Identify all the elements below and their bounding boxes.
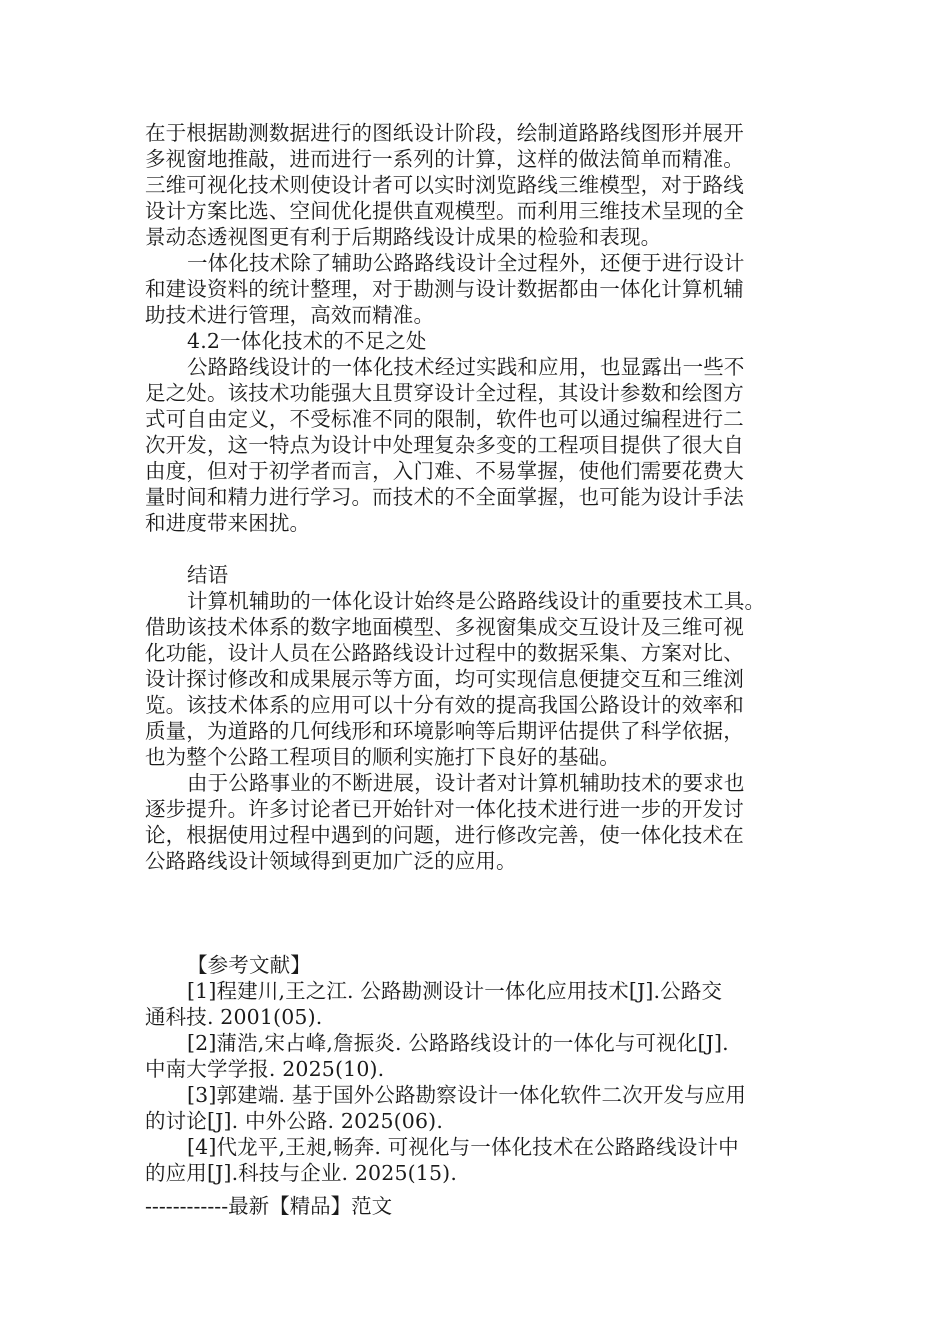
text-line: [3]郭建端. 基于国外公路勘察设计一体化软件二次开发与应用 — [187, 1083, 747, 1107]
text-line: 多视窗地推敲，进而进行一系列的计算，这样的做法简单而精准。 — [145, 147, 744, 171]
paragraph-3d-visualization — [145, 120, 810, 250]
text-line: 论，根据使用过程中遇到的问题，进行修改完善，使一体化技术在 — [145, 823, 744, 847]
text-line: 三维可视化技术则使设计者可以实时浏览路线三维模型，对于路线 — [145, 173, 744, 197]
text-line: 设计方案比选、空间优化提供直观模型。而利用三维技术呈现的全 — [145, 199, 744, 223]
text-line: [1]程建川,王之江. 公路勘测设计一体化应用技术[J].公路交 — [187, 979, 723, 1003]
text-line: 助技术进行管理，高效而精准。 — [145, 303, 435, 327]
references-heading: 【参考文献】 — [187, 953, 311, 977]
paragraph-integration-benefits — [145, 250, 810, 328]
reference-item — [145, 1030, 810, 1082]
text-line: 在于根据勘测数据进行的图纸设计阶段，绘制道路路线图形并展开 — [145, 121, 744, 145]
text-line: 通科技. 2001(05). — [145, 1005, 323, 1029]
text-line: 的讨论[J]. 中外公路. 2025(06). — [145, 1109, 443, 1133]
text-line: 公路路线设计的一体化技术经过实践和应用，也显露出一些不 — [187, 355, 745, 379]
reference-item — [145, 1082, 810, 1134]
text-line: 借助该技术体系的数字地面模型、多视窗集成交互设计及三维可视 — [145, 615, 744, 639]
document-body — [145, 120, 810, 1186]
text-line: 设计探讨修改和成果展示等方面，均可实现信息便捷交互和三维浏 — [145, 667, 744, 691]
paragraph-shortcomings — [145, 354, 810, 536]
reference-item — [145, 1134, 810, 1186]
reference-item — [145, 978, 810, 1030]
text-line: 览。该技术体系的应用可以十分有效的提高我国公路设计的效率和 — [145, 693, 744, 717]
text-line: 由于公路事业的不断进展，设计者对计算机辅助技术的要求也 — [187, 771, 745, 795]
text-line: 景动态透视图更有利于后期路线设计成果的检验和表现。 — [145, 225, 662, 249]
section-heading-4-2: 4.2一体化技术的不足之处 — [187, 329, 427, 353]
paragraph-conclusion — [145, 588, 810, 770]
text-line: 和建设资料的统计整理，对于勘测与设计数据都由一体化计算机辅 — [145, 277, 744, 301]
text-line: 化功能，设计人员在公路路线设计过程中的数据采集、方案对比、 — [145, 641, 744, 665]
text-line: 逐步提升。许多讨论者已开始针对一体化技术进行进一步的开发讨 — [145, 797, 744, 821]
text-line: [4]代龙平,王昶,畅奔. 可视化与一体化技术在公路路线设计中 — [187, 1135, 739, 1159]
text-line: 一体化技术除了辅助公路路线设计全过程外，还便于进行设计 — [187, 251, 745, 275]
text-line: [2]蒲浩,宋占峰,詹振炎. 公路路线设计的一体化与可视化[J]. — [187, 1031, 729, 1055]
text-line: 质量，为道路的几何线形和环境影响等后期评估提供了科学依据， — [145, 719, 744, 743]
text-line: 公路路线设计领域得到更加广泛的应用。 — [145, 849, 517, 873]
text-line: 式可自由定义，不受标准不同的限制，软件也可以通过编程进行二 — [145, 407, 744, 431]
text-line: 的应用[J].科技与企业. 2025(15). — [145, 1161, 457, 1185]
text-line: 计算机辅助的一体化设计始终是公路路线设计的重要技术工具。 — [187, 589, 766, 613]
text-line: 中南大学学报. 2025(10). — [145, 1057, 385, 1081]
section-heading-conclusion: 结语 — [187, 563, 229, 587]
paragraph-outlook — [145, 770, 810, 874]
references-list — [145, 978, 810, 1186]
text-line: 次开发，这一特点为设计中处理复杂多变的工程项目提供了很大自 — [145, 433, 744, 457]
text-line: 量时间和精力进行学习。而技术的不全面掌握，也可能为设计手法 — [145, 485, 744, 509]
text-line: 足之处。该技术功能强大且贯穿设计全过程，其设计参数和绘图方 — [145, 381, 744, 405]
text-line: 由度，但对于初学者而言，入门难、不易掌握，使他们需要花费大 — [145, 459, 744, 483]
text-line: 和进度带来困扰。 — [145, 511, 311, 535]
footer-tagline: ------------最新【精品】范文 — [145, 1194, 393, 1218]
text-line: 也为整个公路工程项目的顺利实施打下良好的基础。 — [145, 745, 620, 769]
